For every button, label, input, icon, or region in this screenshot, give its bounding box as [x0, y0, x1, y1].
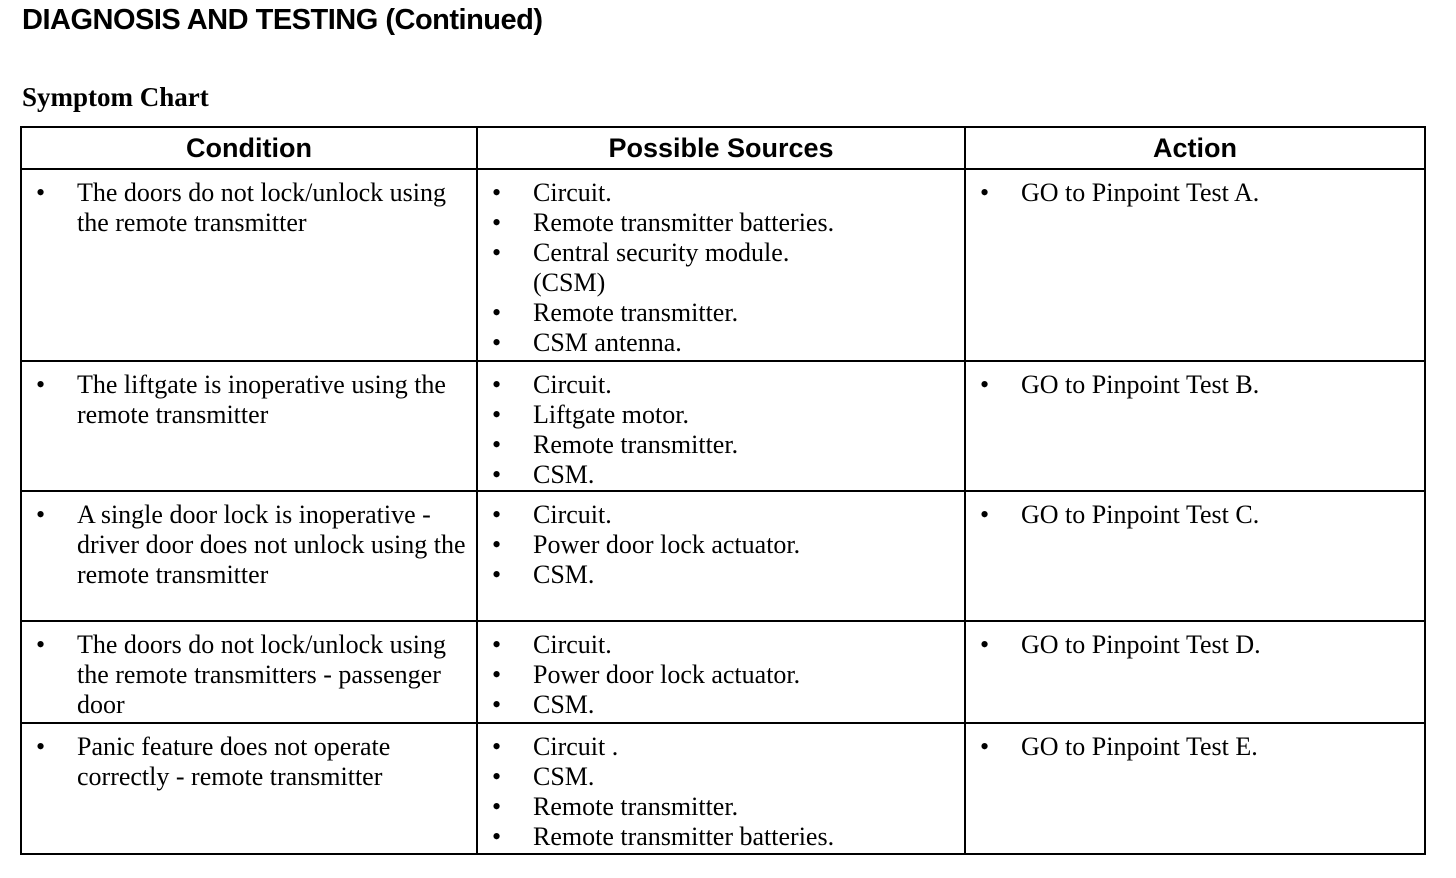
bullet: • — [36, 630, 46, 659]
bullet: • — [492, 630, 502, 659]
source-text: CSM. — [533, 560, 595, 589]
condition-text: The liftgate is inoperative using the remote transmitter — [77, 370, 446, 429]
sources-cell — [477, 361, 965, 491]
list-item — [492, 298, 958, 328]
column-header-condition: Condition — [21, 127, 477, 169]
sources-cell — [477, 491, 965, 621]
sources-cell — [477, 621, 965, 723]
bullet: • — [492, 298, 502, 327]
bullet: • — [492, 792, 502, 821]
page-title: DIAGNOSIS AND TESTING (Continued) — [22, 4, 543, 36]
source-text: Remote transmitter. — [533, 792, 739, 821]
action-text: GO to Pinpoint Test B. — [1021, 370, 1260, 399]
list-item — [492, 630, 958, 660]
list-item — [492, 732, 958, 762]
bullet: • — [492, 690, 502, 719]
sources-cell — [477, 723, 965, 854]
list-item — [492, 762, 958, 792]
bullet: • — [492, 530, 502, 559]
list-item — [492, 560, 958, 590]
bullet: • — [980, 178, 990, 207]
list-item — [492, 690, 958, 720]
list-item — [492, 178, 958, 208]
list-item — [980, 370, 1418, 400]
bullet: • — [492, 660, 502, 689]
list-item — [492, 500, 958, 530]
action-text: GO to Pinpoint Test D. — [1021, 630, 1261, 659]
condition-text: The doors do not lock/unlock using the remote transmitters - passenger door — [77, 630, 447, 719]
action-cell — [965, 491, 1425, 621]
source-text: Remote transmitter batteries. — [533, 822, 835, 851]
bullet: • — [492, 208, 502, 237]
bullet: • — [492, 732, 502, 761]
source-text: CSM. — [533, 690, 595, 719]
section-title: Symptom Chart — [22, 82, 209, 112]
bullet: • — [36, 178, 46, 207]
list-item — [980, 630, 1418, 660]
bullet: • — [492, 238, 502, 267]
column-header-action: Action — [965, 127, 1425, 169]
table-header-row — [21, 127, 1425, 169]
source-text: Circuit. — [533, 500, 612, 529]
list-item — [492, 460, 958, 490]
list-item — [492, 792, 958, 822]
bullet: • — [492, 400, 502, 429]
condition-text: The doors do not lock/unlock using the remote transmitter — [77, 178, 447, 237]
source-text: Circuit. — [533, 630, 612, 659]
bullet: • — [492, 430, 502, 459]
list-item — [492, 530, 958, 560]
list-item — [36, 500, 470, 590]
bullet: • — [36, 732, 46, 761]
source-text: Circuit . — [533, 732, 619, 761]
source-text: Remote transmitter batteries. — [533, 208, 835, 237]
source-text: Power door lock actuator. — [533, 530, 801, 559]
condition-cell — [21, 361, 477, 491]
source-text: CSM. — [533, 460, 595, 489]
action-text: GO to Pinpoint Test A. — [1021, 178, 1260, 207]
list-item — [492, 238, 958, 298]
bullet: • — [492, 328, 502, 357]
symptom-chart-table — [20, 126, 1426, 855]
list-item — [36, 178, 470, 238]
action-cell — [965, 169, 1425, 361]
list-item — [492, 400, 958, 430]
list-item — [492, 208, 958, 238]
list-item — [492, 430, 958, 460]
source-text: CSM antenna. — [533, 328, 682, 357]
bullet: • — [36, 370, 46, 399]
list-item — [36, 370, 470, 430]
bullet: • — [980, 630, 990, 659]
list-item — [980, 178, 1418, 208]
table-row — [21, 169, 1425, 361]
bullet: • — [492, 500, 502, 529]
list-item — [36, 732, 470, 792]
action-cell — [965, 723, 1425, 854]
bullet: • — [492, 822, 502, 851]
source-text: Central security module. (CSM) — [533, 238, 790, 297]
source-text: Remote transmitter. — [533, 298, 739, 327]
bullet: • — [492, 460, 502, 489]
source-text: Circuit. — [533, 370, 612, 399]
table-row — [21, 361, 1425, 491]
condition-text: A single door lock is inoperative - driver door does not unlock using the remote transmitter — [77, 500, 466, 589]
column-header-possible-sources: Possible Sources — [477, 127, 965, 169]
action-cell — [965, 361, 1425, 491]
condition-cell — [21, 723, 477, 854]
source-text: Liftgate motor. — [533, 400, 689, 429]
action-cell — [965, 621, 1425, 723]
sources-cell — [477, 169, 965, 361]
list-item — [492, 370, 958, 400]
condition-cell — [21, 169, 477, 361]
condition-cell — [21, 491, 477, 621]
condition-cell — [21, 621, 477, 723]
list-item — [492, 660, 958, 690]
bullet: • — [492, 762, 502, 791]
source-text: Remote transmitter. — [533, 430, 739, 459]
source-text: Circuit. — [533, 178, 612, 207]
list-item — [36, 630, 470, 720]
source-text: Power door lock actuator. — [533, 660, 801, 689]
list-item — [980, 500, 1418, 530]
bullet: • — [492, 560, 502, 589]
bullet: • — [492, 178, 502, 207]
source-text: CSM. — [533, 762, 595, 791]
bullet: • — [980, 370, 990, 399]
condition-text: Panic feature does not operate correctly - remote transmitter — [77, 732, 391, 791]
table-row — [21, 621, 1425, 723]
action-text: GO to Pinpoint Test E. — [1021, 732, 1258, 761]
table-row — [21, 491, 1425, 621]
list-item — [492, 328, 958, 358]
list-item — [980, 732, 1418, 762]
action-text: GO to Pinpoint Test C. — [1021, 500, 1260, 529]
bullet: • — [980, 732, 990, 761]
bullet: • — [492, 370, 502, 399]
bullet: • — [980, 500, 990, 529]
bullet: • — [36, 500, 46, 529]
table-row — [21, 723, 1425, 854]
list-item — [492, 822, 958, 852]
